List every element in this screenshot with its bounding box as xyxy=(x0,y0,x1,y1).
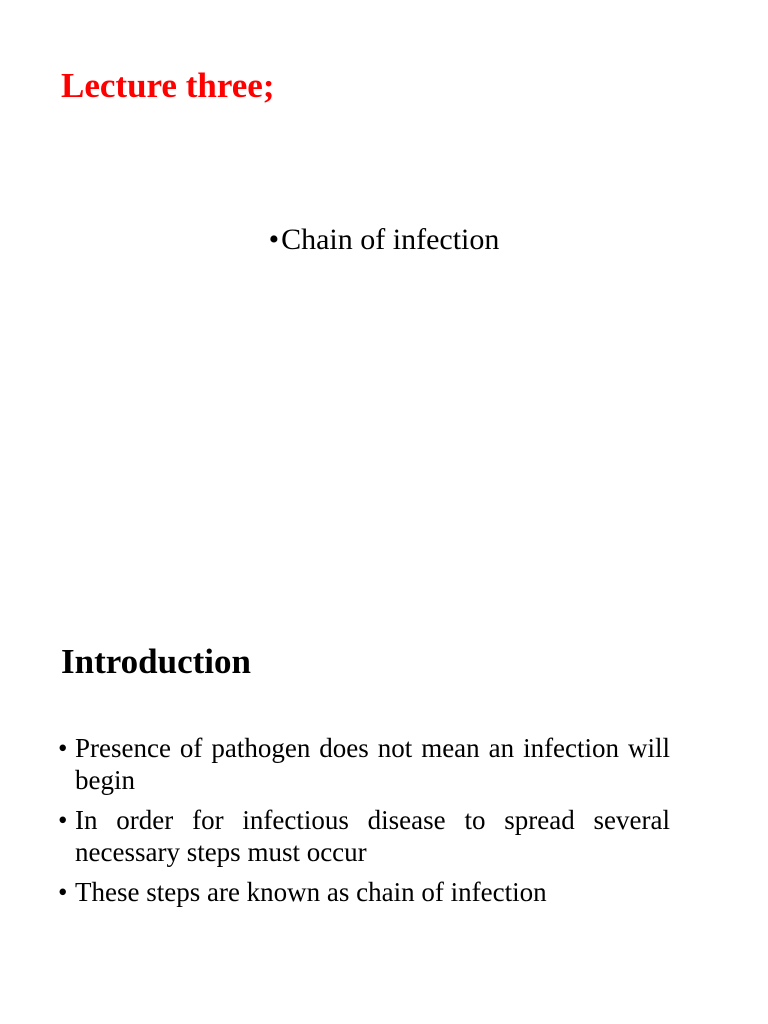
slide-2 xyxy=(0,512,768,1024)
bullet-item xyxy=(0,220,768,260)
bullet-text: These steps are known as chain of infection xyxy=(75,877,547,907)
bullet-icon: • xyxy=(268,223,280,256)
bullet-icon: • xyxy=(58,733,68,763)
bullet-item xyxy=(58,876,670,908)
bullet-text: In order for infectious disease to spread several necessary steps must occur xyxy=(75,805,670,867)
bullet-text: Chain of infection xyxy=(281,223,500,256)
bullet-list xyxy=(58,732,670,916)
bullet-text: Presence of pathogen does not mean an infection will begin xyxy=(75,733,670,795)
bullet-list xyxy=(0,220,768,260)
slide-title: Lecture three; xyxy=(61,66,275,105)
bullet-item xyxy=(58,732,670,796)
slide-title: Introduction xyxy=(61,642,251,681)
bullet-icon: • xyxy=(58,805,68,835)
bullet-icon: • xyxy=(58,877,68,907)
bullet-item xyxy=(58,804,670,868)
